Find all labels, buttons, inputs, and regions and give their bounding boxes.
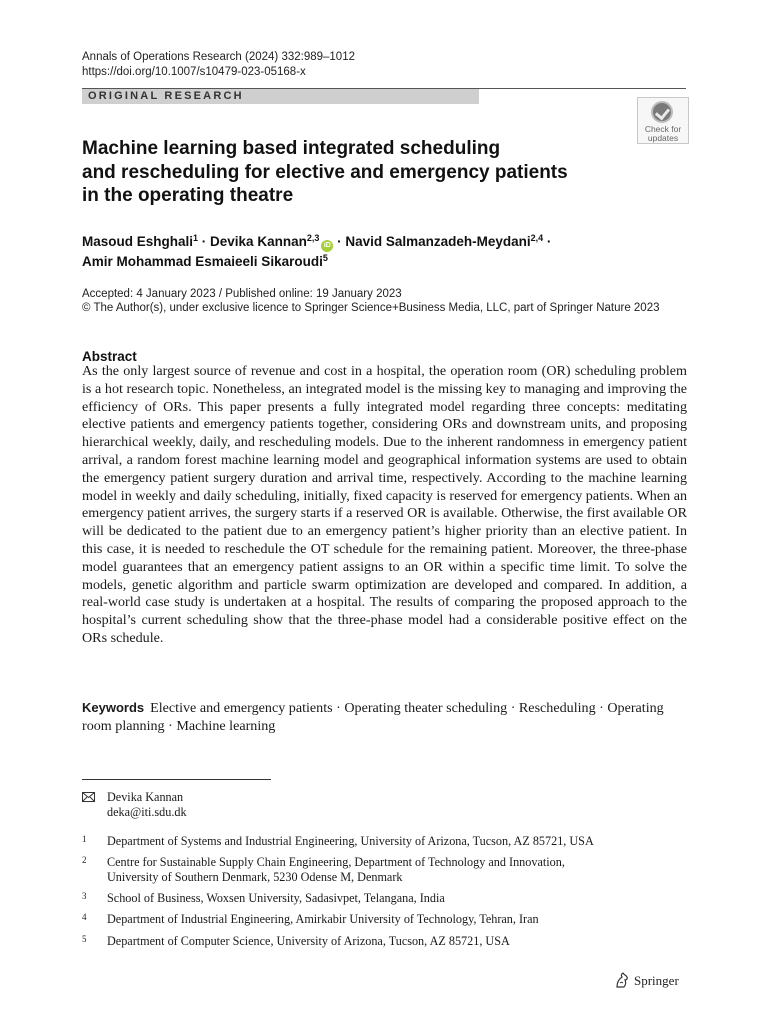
abstract-heading: Abstract — [82, 349, 137, 364]
affiliation-line: Centre for Sustainable Supply Chain Engineering, Department of Technology and Innovation, — [107, 855, 565, 869]
author-name[interactable]: Devika Kannan — [210, 234, 307, 249]
affiliation-item — [107, 855, 667, 885]
affiliation-item — [107, 934, 667, 949]
author-affiliation-sup: 5 — [322, 253, 328, 263]
affiliation-item — [107, 834, 667, 849]
author-affiliation-sup: 1 — [193, 233, 199, 243]
paper-title — [82, 137, 602, 208]
affiliation-item — [107, 891, 667, 906]
abstract-text: As the only largest source of revenue and cost in a hospital, the operation room (OR) scheduling problem is a hot research topic. Nonetheless, an integrated model is the missing key to managing and improving the efficiency of ORs. This paper presents a fully integrated model regarding three concepts: meditating elective patients and emergency patients together, considering ORs and downstream units, and proposing hierarchical weekly, daily, and rescheduling models. Due to the inherent randomness in emergency patient arrival, a random forest machine learning model and geographical information systems are used to obtain the emergency patient surgery duration and arrival time, respectively. According to the machine learning model in weekly and daily scheduling, initially, fixed capacity is reserved for emergency patients. When an emergency patient arrives, the surgery starts if a reserved OR is available. Otherwise, the first available OR will be dedicated to the patient due to an emergency patient’s higher priority than an elective patient. In this case, it is needed to reschedule the OT schedule for the remaining patient. Moreover, the three-phase model guarantees that an emergency patient assigns to an OR within a specific time limit. To solve the models, genetic algorithm and particle swarm optimization are developed and compared. In addition, a real-world case study is undertaken at a hospital. The results of comparing the proposed approach to the hospital’s current scheduling show that the three-phase model had a considerable positive effect on the ORs schedule. — [82, 363, 687, 646]
author-name[interactable]: Navid Salmanzadeh-Meydani — [345, 234, 531, 249]
affiliation-line: Department of Computer Science, University of Arizona, Tucson, AZ 85721, USA — [107, 934, 510, 948]
author-name[interactable]: Amir Mohammad Esmaieeli Sikaroudi — [82, 254, 323, 269]
corresponding-author-email[interactable]: deka@iti.sdu.dk — [107, 805, 187, 819]
keywords-heading: Keywords — [82, 700, 145, 715]
envelope-icon — [82, 792, 95, 802]
affiliation-line: University of Southern Denmark, 5230 Odense M, Denmark — [107, 870, 403, 884]
check-for-updates-badge[interactable] — [637, 97, 689, 144]
keywords-text: Elective and emergency patients · Operating theater scheduling · Rescheduling · Operating room planning · Machine learning — [82, 700, 664, 734]
copyright-notice: © The Author(s), under exclusive licence to Springer Science+Business Media, LLC, part of Springer Nature 2023 — [82, 302, 660, 314]
author-separator: · — [198, 234, 211, 249]
author-affiliation-sup: 2,4 — [530, 233, 544, 243]
title-line: in the operating theatre — [82, 185, 294, 206]
corresponding-author-name: Devika Kannan — [107, 790, 184, 804]
author-separator: · — [333, 234, 346, 249]
affiliation-line: Department of Industrial Engineering, Amirkabir University of Technology, Tehran, Iran — [107, 912, 539, 926]
check-badge-line1: Check for — [644, 124, 682, 134]
affiliation-number: 5 — [82, 934, 87, 944]
affiliation-number: 1 — [82, 834, 87, 844]
title-line: and rescheduling for elective and emergency patients — [82, 161, 568, 183]
publication-dates: Accepted: 4 January 2023 / Published online: 19 January 2023 — [82, 288, 402, 300]
check-badge-line2: updates — [647, 133, 679, 143]
publisher-name: Springer — [634, 973, 679, 988]
doi-link[interactable]: https://doi.org/10.1007/s10479-023-05168-x — [82, 66, 306, 78]
keywords-block — [82, 699, 687, 736]
orcid-icon[interactable]: iD — [321, 240, 333, 252]
affiliation-item — [107, 912, 667, 927]
affiliation-number: 4 — [82, 912, 87, 922]
author-affiliation-sup: 2,3 — [306, 233, 320, 243]
affiliation-number: 3 — [82, 891, 87, 901]
author-separator: · — [543, 234, 552, 249]
affiliation-line: Department of Systems and Industrial Engineering, University of Arizona, Tucson, AZ 85721, USA — [107, 834, 594, 848]
affiliation-number: 2 — [82, 855, 87, 865]
footnote-rule — [82, 779, 271, 780]
author-list — [82, 232, 682, 271]
check-updates-icon — [651, 101, 673, 123]
article-type-banner — [82, 89, 479, 104]
article-type-label: ORIGINAL RESEARCH — [88, 90, 244, 102]
springer-horse-icon — [614, 972, 630, 989]
journal-citation: Annals of Operations Research (2024) 332:989–1012 — [82, 51, 355, 63]
affiliation-line: School of Business, Woxsen University, Sadasivpet, Telangana, India — [107, 891, 445, 905]
title-line: Machine learning based integrated scheduling — [82, 138, 501, 159]
author-name[interactable]: Masoud Eshghali — [82, 234, 194, 249]
